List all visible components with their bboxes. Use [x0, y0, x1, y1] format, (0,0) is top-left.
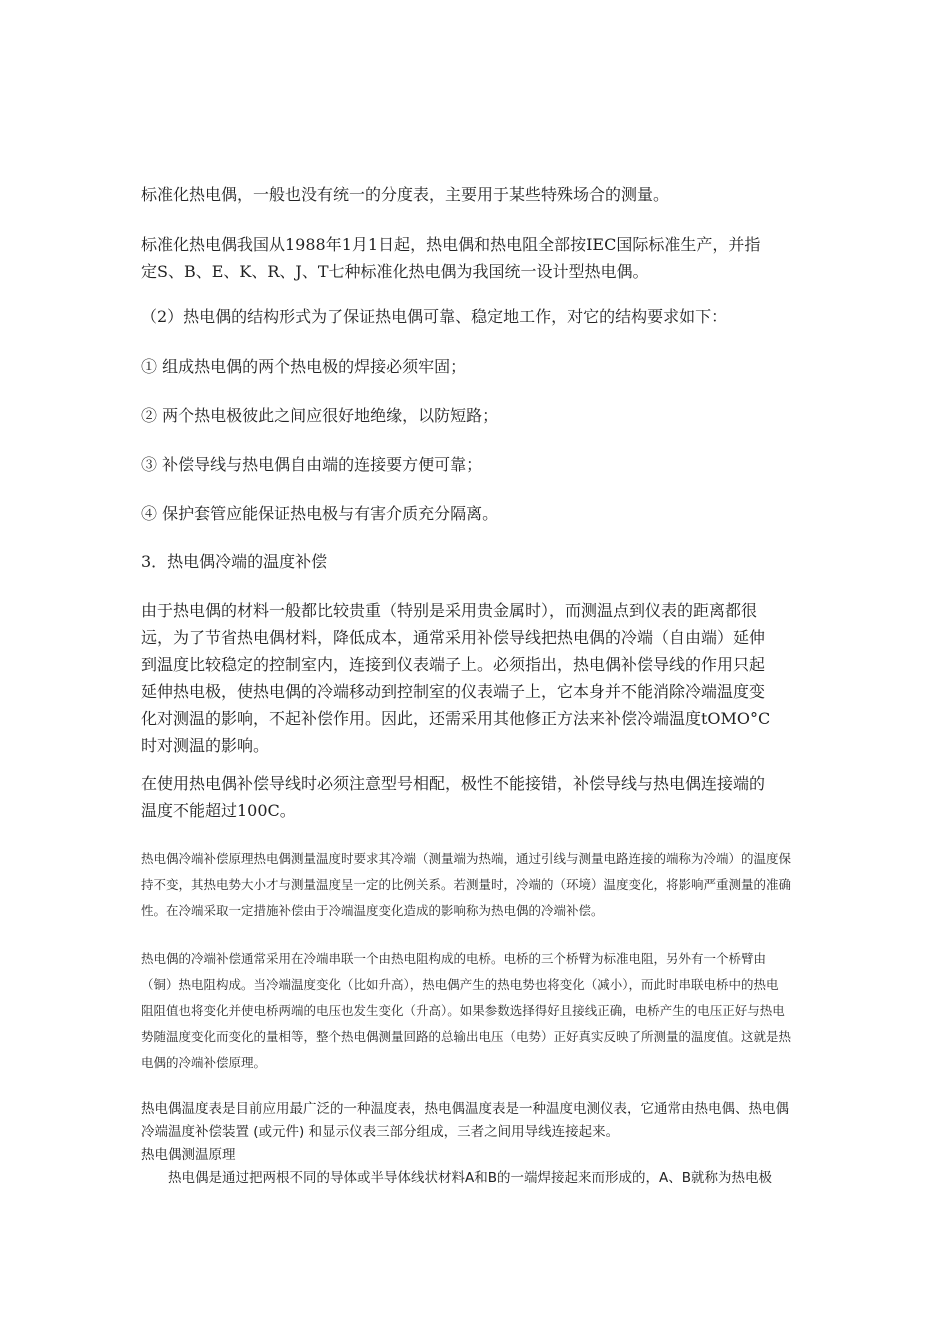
text-line: （2）热电偶的结构形式为了保证热电偶可靠、稳定地工作，对它的结构要求如下： — [141, 307, 728, 326]
text-line: 热电偶温度表是目前应用最广泛的一种温度表，热电偶温度表是一种温度电测仪表，它通常由热电偶、热电偶 — [141, 1101, 789, 1117]
paragraph-bridge — [141, 946, 809, 1076]
text-line: （铜）热电阻构成。当冷端温度变化（比如升高），热电偶产生的热电势也将变化（减小），而此时串联电桥中的热电 — [141, 977, 779, 992]
text-line: 势随温度变化而变化的量相等，整个热电偶测量回路的总输出电压（电势）正好真实反映了所测量的温度值。这就是热 — [141, 1029, 792, 1044]
section-heading — [141, 548, 809, 575]
text-line: 阻阻值也将变化并使电桥两端的电压也发生变化（升高）。如果参数选择得好且接线正确，电桥产生的电压正好与热电 — [141, 1003, 785, 1018]
text-line: 标准化热电偶，一般也没有统一的分度表，主要用于某些特殊场合的测量。 — [141, 185, 670, 204]
text-line: ② 两个热电极彼此之间应很好地绝缘，以防短路； — [141, 406, 499, 425]
text-line: 到温度比较稳定的控制室内，连接到仪表端子上。必须指出，热电偶补偿导线的作用只起 — [141, 655, 766, 674]
text-line: 化对测温的影响，不起补偿作用。因此，还需采用其他修正方法来补偿冷端温度tOMO°C — [141, 709, 771, 728]
text-line: 热电偶冷端补偿原理热电偶测量温度时要求其冷端（测量端为热端，通过引线与测量电路连接的端称为冷端）的温度保 — [141, 851, 792, 866]
subheading-principle: 热电偶测温原理 — [141, 1147, 236, 1163]
list-item — [141, 402, 809, 429]
paragraph-cold-end — [141, 597, 809, 759]
text-line: 由于热电偶的材料一般都比较贵重（特别是采用贵金属时），而测温点到仪表的距离都很 — [141, 601, 758, 620]
list-item — [141, 500, 809, 527]
text-line: ④ 保护套管应能保证热电极与有害介质充分隔离。 — [141, 504, 499, 523]
text-line: 性。在冷端采取一定措施补偿由于冷端温度变化造成的影响称为热电偶的冷端补偿。 — [141, 903, 604, 918]
text-line: 冷端温度补偿装置 (或元件) 和显示仪表三部分组成，三者之间用导线连接起来。 — [141, 1124, 620, 1140]
text-line: 电偶的冷端补偿原理。 — [141, 1055, 267, 1070]
text-line: ③ 补偿导线与热电偶自由端的连接要方便可靠； — [141, 455, 483, 474]
text-line: 延伸热电极，使热电偶的冷端移动到控制室的仪表端子上，它本身并不能消除冷端温度变 — [141, 682, 766, 701]
paragraph-compensation-wire — [141, 770, 809, 824]
paragraph-intro — [141, 181, 809, 208]
text-line: 远，为了节省热电偶材料，降低成本，通常采用补偿导线把热电偶的冷端（自由端）延伸 — [141, 628, 766, 647]
text-line: 在使用热电偶补偿导线时必须注意型号相配，极性不能接错，补偿导线与热电偶连接端的 — [141, 774, 766, 793]
list-item — [141, 353, 809, 380]
paragraph-standard — [141, 231, 809, 285]
text-line: 标准化热电偶我国从1988年1月1日起，热电偶和热电阻全部按IEC国际标准生产，并指 — [141, 235, 761, 254]
list-item — [141, 451, 809, 478]
text-line: 热电偶是通过把两根不同的导体或半导体线状材料A和B的一端焊接起来而形成的，A、B就称为热电极 — [168, 1170, 772, 1186]
text-line: 3．热电偶冷端的温度补偿 — [141, 552, 328, 571]
text-line: 时对测温的影响。 — [141, 736, 270, 755]
text-line: ① 组成热电偶的两个热电极的焊接必须牢固； — [141, 357, 467, 376]
paragraph-structure — [141, 303, 809, 330]
paragraph-thermometer — [141, 1098, 809, 1190]
paragraph-compensation-principle — [141, 846, 809, 924]
text-line: 热电偶的冷端补偿通常采用在冷端串联一个由热电阻构成的电桥。电桥的三个桥臂为标准电阻，另外有一个桥臂由 — [141, 951, 767, 966]
text-line: 定S、B、E、K、R、J、T七种标准化热电偶为我国统一设计型热电偶。 — [141, 262, 649, 281]
text-line: 温度不能超过100C。 — [141, 801, 296, 820]
text-line: 持不变，其热电势大小才与测量温度呈一定的比例关系。若测量时，冷端的（环境）温度变化，将影响严重测量的准确 — [141, 877, 792, 892]
